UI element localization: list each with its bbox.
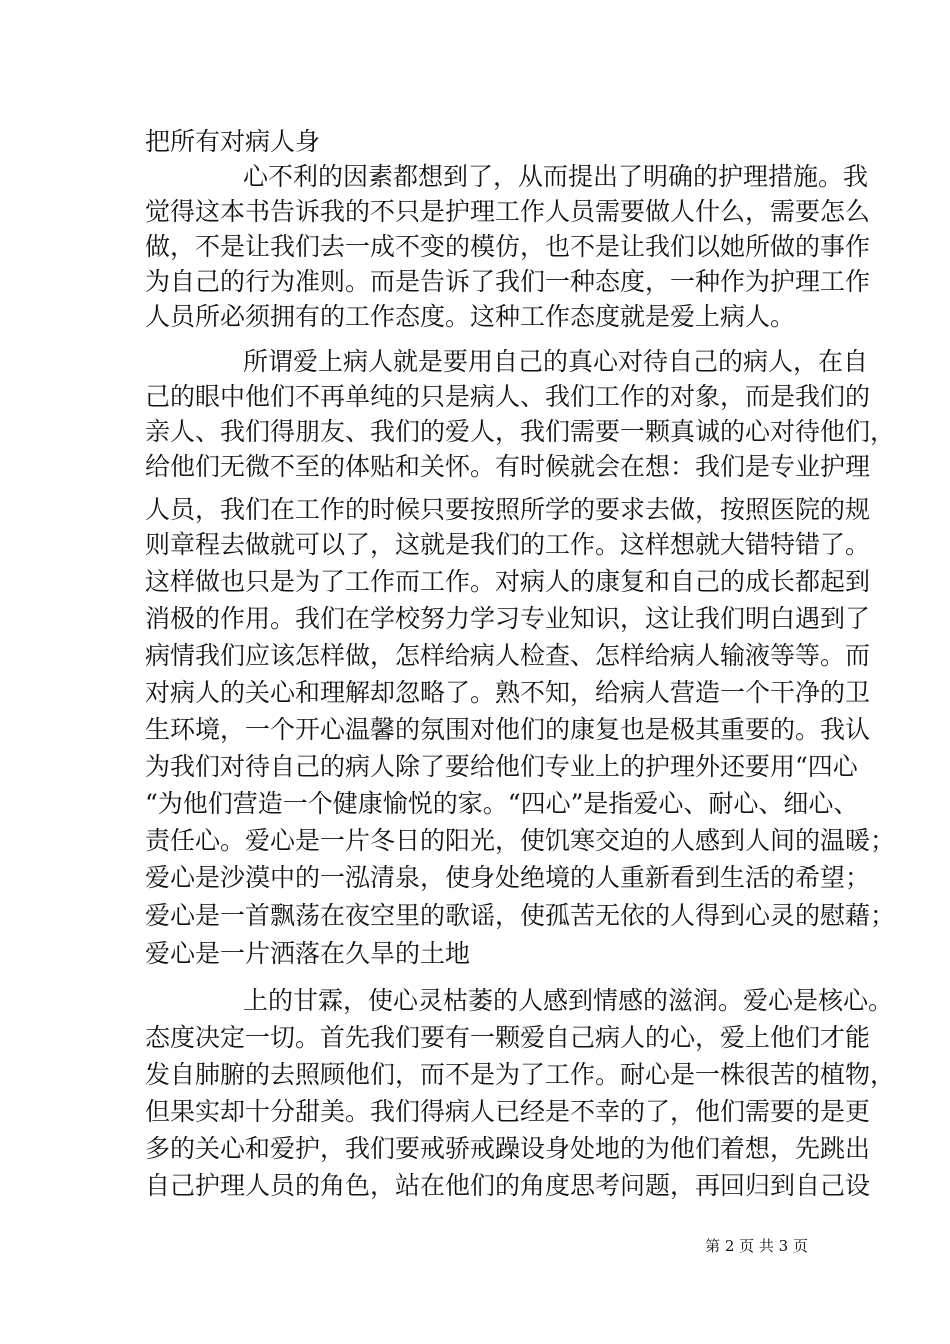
text-line-21: 爱心是沙漠中的一泓清泉，使身处绝境的人重新看到生活的希望；: [145, 863, 871, 892]
text-line-23: 爱心是一片洒落在久旱的土地: [145, 939, 471, 968]
text-line-29: 自己护理人员的角色，站在他们的角度思考问题，再回归到自己设: [145, 1171, 871, 1200]
text-line-9: 亲人、我们得朋友、我们的爱人，我们需要一颗真诚的心对待他们，: [145, 417, 896, 446]
text-line-22: 爱心是一首飘荡在夜空里的歌谣，使孤苦无依的人得到心灵的慰藉；: [145, 901, 896, 930]
text-line-18: 为我们对待自己的病人除了要给他们专业上的护理外还要用“四心: [145, 752, 858, 781]
text-line-25: 态度决定一切。首先我们要有一颗爱自己病人的心，爱上他们才能: [145, 1023, 871, 1052]
text-line-19: “为他们营造一个健康愉悦的家。“四心”是指爱心、耐心、细心、: [145, 789, 859, 818]
text-line-1: 把所有对病人身: [145, 127, 321, 156]
text-line-17: 生环境，一个开心温馨的氛围对他们的康复也是极其重要的。我认: [145, 715, 871, 744]
text-line-12: 则章程去做就可以了，这就是我们的工作。这样想就大错特错了。: [145, 530, 871, 559]
text-line-3: 觉得这本书告诉我的不只是护理工作人员需要做人什么，需要怎么: [145, 197, 871, 226]
text-line-14: 消极的作用。我们在学校努力学习专业知识，这让我们明白遇到了: [145, 604, 871, 633]
text-line-5: 为自己的行为准则。而是告诉了我们一种态度，一种作为护理工作: [145, 267, 871, 296]
text-line-11: 人员，我们在工作的时候只要按照所学的要求去做，按照医院的规: [145, 495, 871, 524]
text-line-15: 病情我们应该怎样做，怎样给病人检查、怎样给病人输液等等。而: [145, 641, 871, 670]
text-line-7: 所谓爱上病人就是要用自己的真心对待自己的病人，在自: [243, 347, 869, 376]
text-line-27: 但果实却十分甜美。我们得病人已经是不幸的了，他们需要的是更: [145, 1097, 871, 1126]
text-line-16: 对病人的关心和理解却忽略了。熟不知，给病人营造一个干净的卫: [145, 678, 871, 707]
text-line-13: 这样做也只是为了工作而工作。对病人的康复和自己的成长都起到: [145, 567, 871, 596]
text-line-20: 责任心。爱心是一片冬日的阳光，使饥寒交迫的人感到人间的温暖；: [145, 826, 896, 855]
text-line-26: 发自肺腑的去照顾他们，而不是为了工作。耐心是一株很苦的植物，: [145, 1060, 896, 1089]
page-number-footer: 第 2 页 共 3 页: [705, 1237, 808, 1255]
text-line-8: 己的眼中他们不再单纯的只是病人、我们工作的对象，而是我们的: [145, 382, 871, 411]
text-line-2: 心不利的因素都想到了，从而提出了明确的护理措施。我: [243, 162, 869, 191]
text-line-24: 上的甘霖，使心灵枯萎的人感到情感的滋润。爱心是核心。: [243, 986, 894, 1015]
text-line-10: 给他们无微不至的体贴和关怀。有时候就会在想：我们是专业护理: [145, 452, 871, 481]
text-line-28: 多的关心和爱护，我们要戒骄戒躁设身处地的为他们着想，先跳出: [145, 1134, 871, 1163]
text-line-6: 人员所必须拥有的工作态度。这种工作态度就是爱上病人。: [145, 302, 796, 331]
text-line-4: 做，不是让我们去一成不变的模仿，也不是让我们以她所做的事作: [145, 232, 871, 261]
